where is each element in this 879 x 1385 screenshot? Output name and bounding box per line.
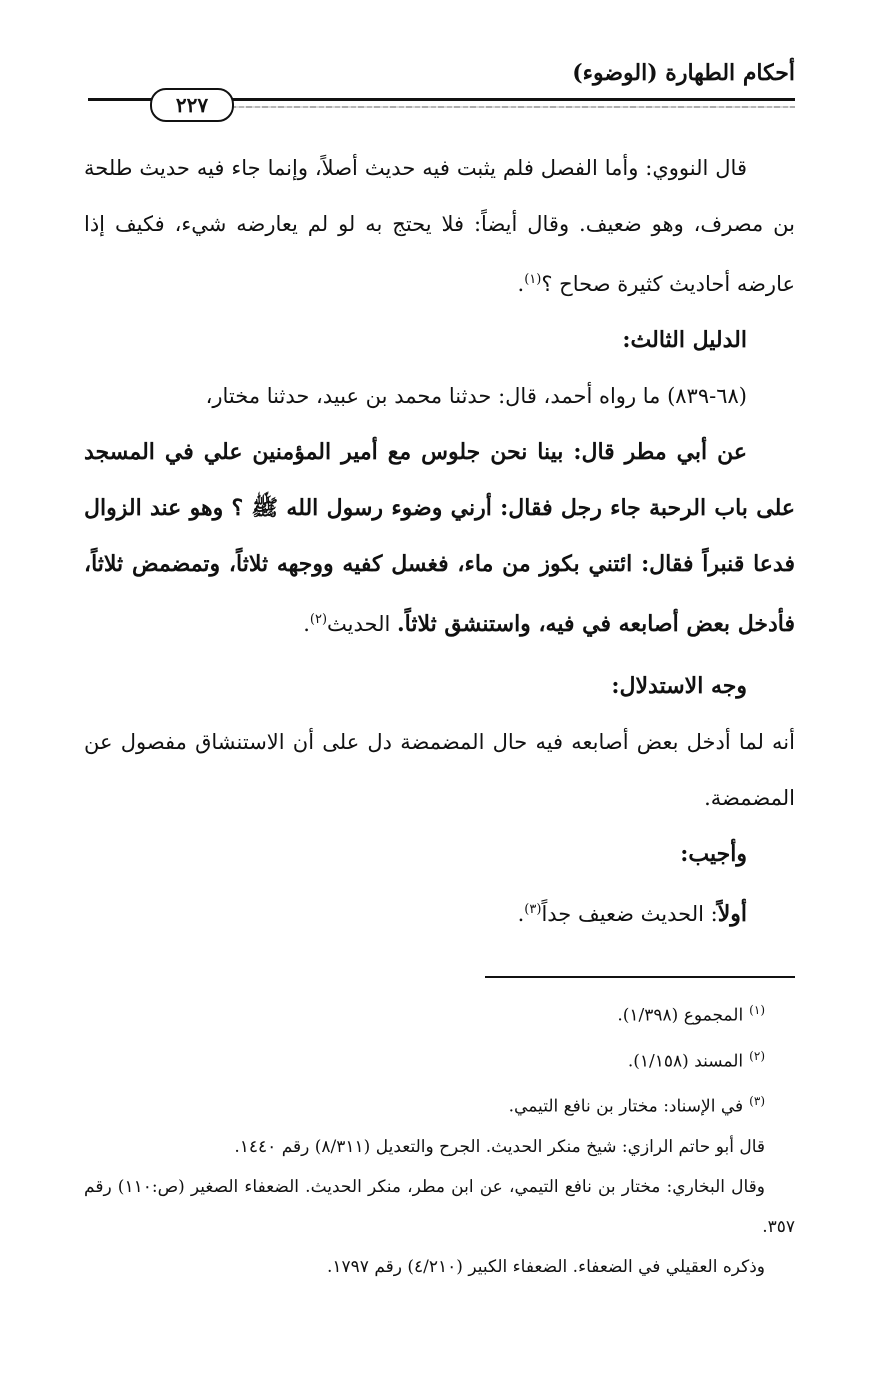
footnote-3-text: في الإسناد: مختار بن نافع التيمي. [508, 1096, 744, 1117]
footnote-2 [84, 1036, 795, 1082]
footnote-2-number: (٢) [749, 1048, 765, 1063]
paragraph-first-answer [84, 882, 795, 942]
first-label: أولاً [717, 901, 747, 927]
heading-third-evidence: الدليل الثالث: [622, 327, 747, 353]
hadith-end: . [303, 612, 310, 636]
footnote-ref-1: (١) [524, 272, 542, 287]
footnotes [84, 990, 795, 1287]
header-rule-shadow [230, 106, 795, 108]
heading-inference: وجه الاستدلال: [611, 673, 747, 699]
main-text [84, 140, 795, 942]
hadith-tail: الحديث [327, 612, 397, 636]
paragraph-hadith [84, 424, 795, 652]
footnote-separator [485, 976, 795, 978]
paragraph-nawawi-end: . [517, 272, 525, 296]
footnote-3-abu-hatim: قال أبو حاتم الرازي: شيخ منكر الحديث. الجرح والتعديل (٨/٣١١) رقم ١٤٤٠. [234, 1136, 765, 1157]
footnote-ref-2: (٢) [309, 612, 328, 627]
hadith-text: عن أبي مطر قال: بينا نحن جلوس مع أمير المؤمنين علي في المسجد على باب الرحبة جاء رجل فقال: أرني وضوء رسول الله ﷺ ؟ وهو عند الزوال فدعا قنبراً فقال: ائتني بكوز من ماء، فغسل كفيه ووجهه ثلاثاً، وتمضمض ثلاثاً، فأدخل بعض أصابعه في فيه، واستنشق ثلاثاً. [84, 439, 795, 637]
paragraph-inference: أنه لما أدخل بعض أصابعه فيه حال المضمضة دل على أن الاستنشاق مفصول عن المضمضة. [84, 730, 795, 810]
footnote-1 [84, 990, 795, 1036]
paragraph-nawawi-text: قال النووي: وأما الفصل فلم يثبت فيه حديث أصلاً، وإنما جاء فيه حديث طلحة بن مصرف، وهو ضعيف. وقال أيضاً: فلا يحتج به لو لم يعارضه شيء، فكيف إذا عارضه أحاديث كثيرة صحاح ؟ [84, 156, 795, 296]
footnote-1-number: (١) [749, 1003, 765, 1017]
footnote-3-number: (٣) [749, 1094, 765, 1109]
footnote-ref-3: (٣) [524, 902, 542, 917]
paragraph-nawawi [84, 140, 795, 312]
page-number-badge: ٢٢٧ [150, 88, 234, 122]
footnote-3 [84, 1081, 795, 1127]
heading-answer: وأجيب: [680, 841, 747, 867]
paragraph-isnad: (٦٨-٨٣٩) ما رواه أحمد، قال: حدثنا محمد بن عبيد، حدثنا مختار، [205, 384, 747, 408]
footnote-3-bukhari: وقال البخاري: مختار بن نافع التيمي، عن ابن مطر، منكر الحديث. الضعفاء الصغير (ص:١١٠) رقم ٣٥٧. [84, 1176, 795, 1237]
running-header-title: أحكام الطهارة (الوضوء) [572, 60, 795, 86]
first-answer-text: : الحديث ضعيف جداً [541, 902, 718, 926]
footnote-1-text: المجموع (١/٣٩٨). [617, 1005, 744, 1026]
footnote-3-uqayli: وذكره العقيلي في الضعفاء. الضعفاء الكبير (٤/٢١٠) رقم ١٧٩٧. [326, 1256, 765, 1277]
first-answer-end: . [517, 902, 525, 926]
footnote-2-text: المسند (١/١٥٨). [627, 1051, 744, 1072]
